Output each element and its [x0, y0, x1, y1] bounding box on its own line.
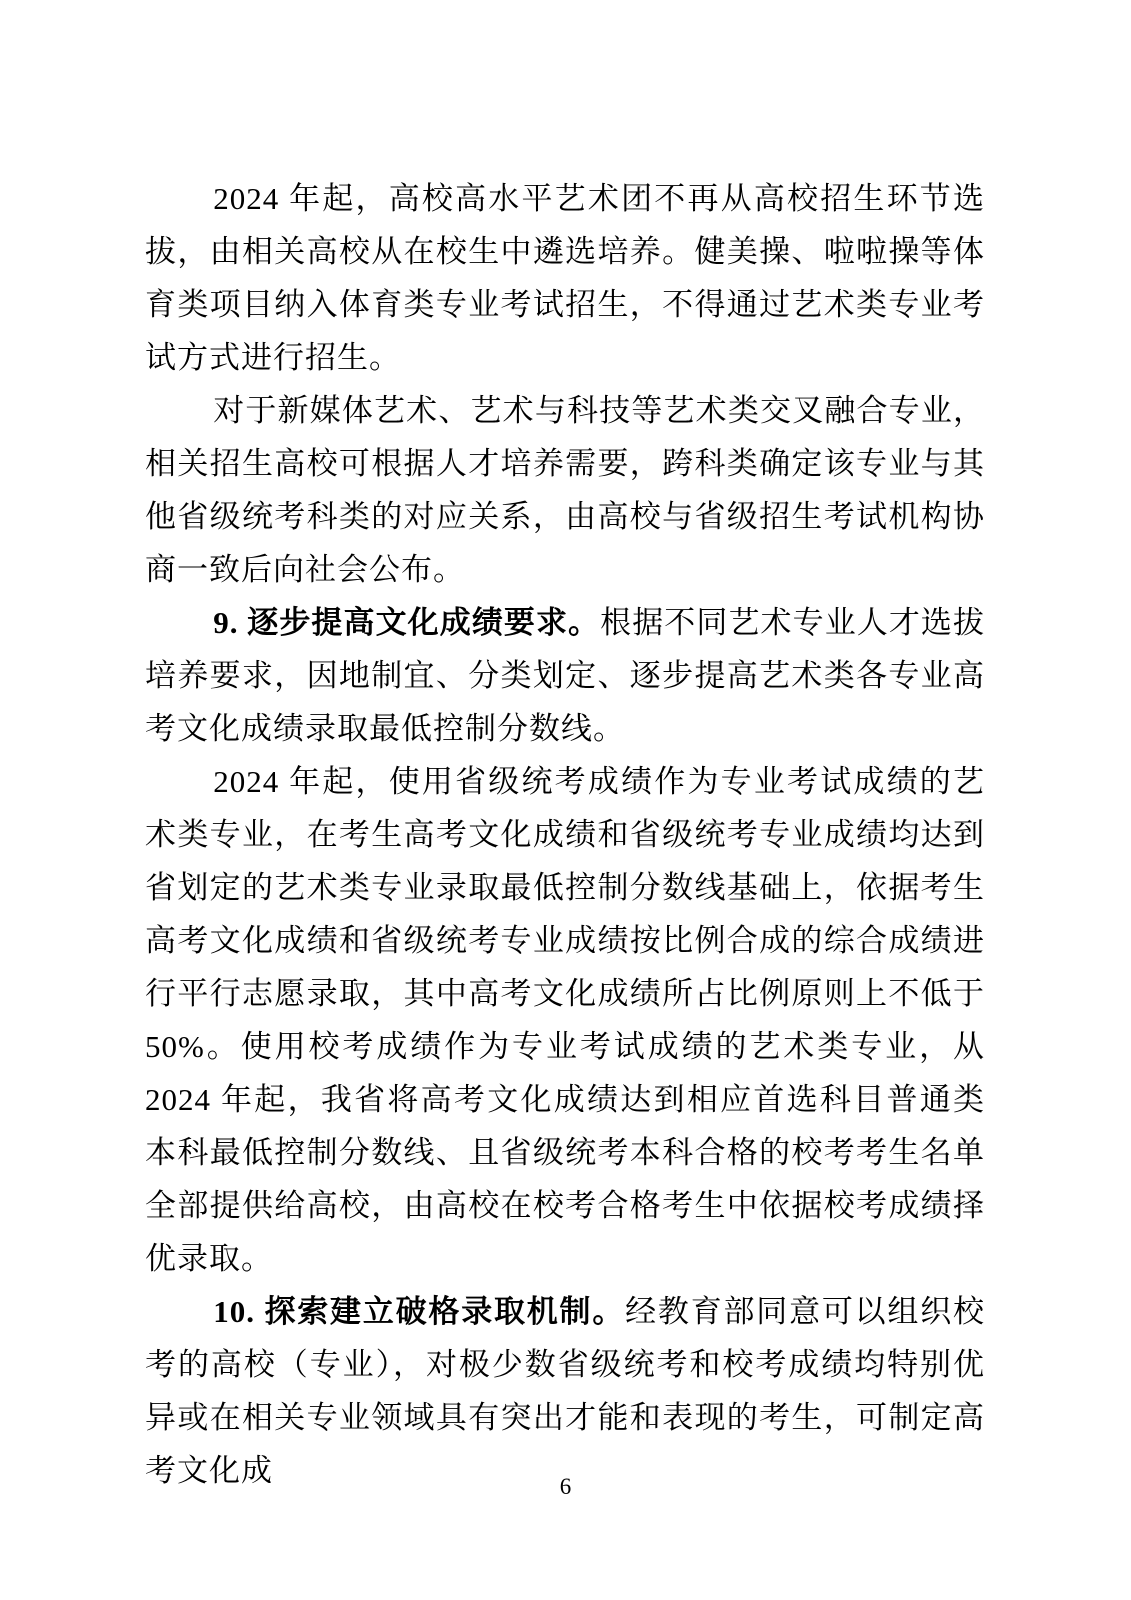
paragraph-text: 经教育部同意可以组织校考的高校（专业），对极少数省级统考和校考成绩均特别优异或在相关专业领域具有突出才能和表现的考生，可制定高考文化成	[145, 1294, 986, 1488]
paragraph-text: 根据不同艺术专业人才选拔培养要求，因地制宜、分类划定、逐步提高艺术类各专业高考文化成绩录取最低控制分数线。	[145, 605, 986, 746]
page-footer	[0, 1474, 1131, 1500]
paragraph	[145, 172, 985, 384]
paragraph-text: 2024 年起，使用省级统考成绩作为专业考试成绩的艺术类专业，在考生高考文化成绩和省级统考专业成绩均达到省划定的艺术类专业录取最低控制分数线基础上，依据考生高考文化成绩和省级统考专业成绩按比例合成的综合成绩进行平行志愿录取，其中高考文化成绩所占比例原则上不低于 50%。使用校考成绩作为专业考试成绩的艺术类专业，从 2024 年起，我省将高考文化成绩达到相应首选科目普通类本科最低控制分数线、且省级统考本科合格的校考考生名单全部提供给高校，由高校在校考合格考生中依据校考成绩择优录取。	[145, 764, 985, 1276]
page-number: 6	[559, 1474, 572, 1499]
paragraph-text: 对于新媒体艺术、艺术与科技等艺术类交叉融合专业，相关招生高校可根据人才培养需要，跨科类确定该专业与其他省级统考科类的对应关系，由高校与省级招生考试机构协商一致后向社会公布。	[145, 393, 985, 587]
paragraph	[145, 755, 985, 1285]
document-body	[145, 172, 985, 1497]
paragraph	[145, 596, 985, 755]
paragraph	[145, 384, 985, 596]
paragraph-text: 2024 年起，高校高水平艺术团不再从高校招生环节选拔，由相关高校从在校生中遴选培养。健美操、啦啦操等体育类项目纳入体育类专业考试招生，不得通过艺术类专业考试方式进行招生。	[145, 181, 985, 375]
paragraph	[145, 1285, 985, 1497]
paragraph-lead: 9. 逐步提高文化成绩要求。	[213, 605, 601, 640]
paragraph-lead: 10. 探索建立破格录取机制。	[213, 1294, 626, 1329]
